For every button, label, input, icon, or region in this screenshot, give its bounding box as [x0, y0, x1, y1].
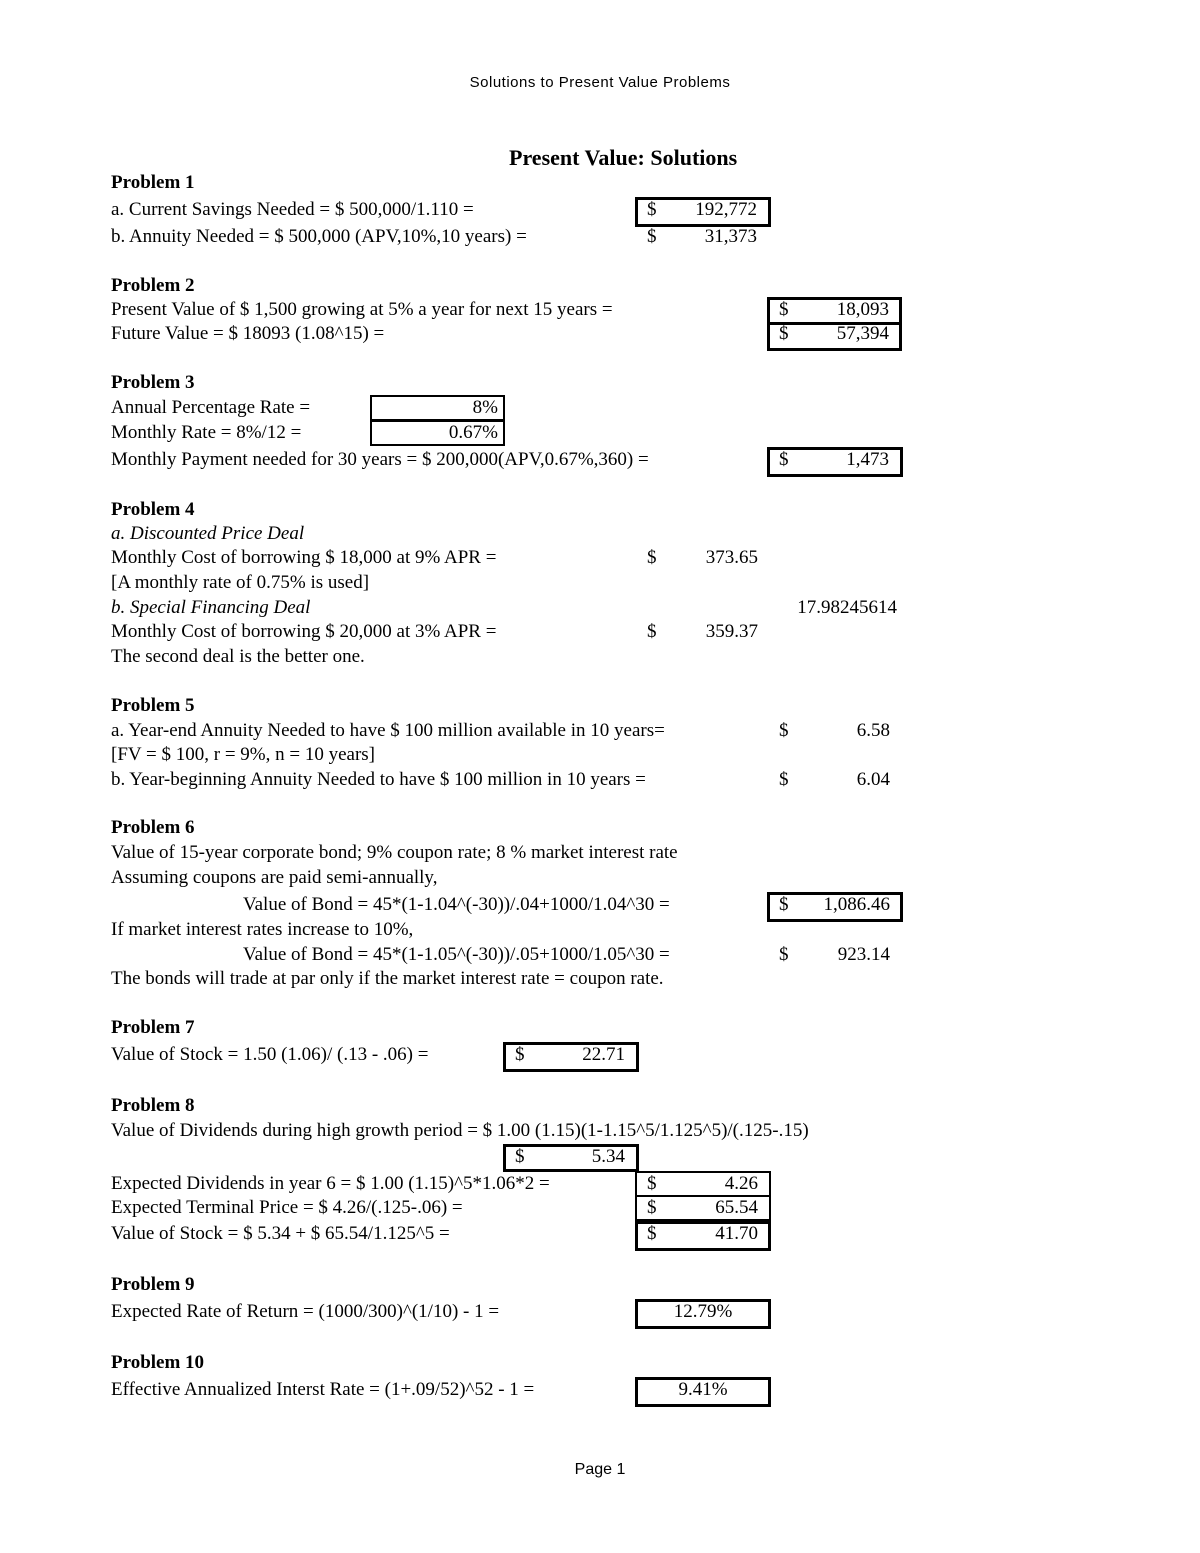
p6-v2-label: Value of Bond = 45*(1-1.05^(-30))/.05+1000/1.05^30 =	[243, 944, 670, 965]
page-title: Present Value: Solutions	[509, 145, 738, 170]
p1-b-value: 31,373	[704, 226, 757, 247]
p8-tp-label: Expected Terminal Price = $ 4.26/(.125-.06) =	[111, 1197, 463, 1218]
p3-mr-label: Monthly Rate = 8%/12 =	[111, 422, 302, 443]
p3-apr-label: Annual Percentage Rate =	[111, 397, 311, 418]
p4-a-label: Monthly Cost of borrowing $ 18,000 at 9% APR =	[111, 547, 497, 568]
p5-note: [FV = $ 100, r = 9%, n = 10 years]	[111, 744, 375, 765]
p8-vs-label: Value of Stock = $ 5.34 + $ 65.54/1.125^5 =	[111, 1223, 450, 1244]
p1-a-label: a. Current Savings Needed = $ 500,000/1.110 =	[111, 199, 474, 220]
currency-sign: $	[779, 894, 789, 915]
p5-b-value: 6.04	[856, 769, 890, 790]
problem-10-heading: Problem 10	[111, 1352, 205, 1373]
p8-ed-label: Expected Dividends in year 6 = $ 1.00 (1.15)^5*1.06*2 =	[111, 1173, 550, 1194]
p9-value: 12.79%	[673, 1301, 733, 1322]
problem-4-heading: Problem 4	[111, 499, 195, 520]
currency-sign: $	[647, 1173, 657, 1194]
currency-sign: $	[647, 226, 657, 247]
currency-sign: $	[779, 944, 789, 965]
p4-a-title: a. Discounted Price Deal	[111, 523, 305, 544]
p6-conclusion: The bonds will trade at par only if the market interest rate = coupon rate.	[111, 968, 664, 989]
p4-b-extra: 17.98245614	[797, 597, 897, 618]
p7-label: Value of Stock = 1.50 (1.06)/ (.13 - .06) =	[111, 1044, 429, 1065]
p6-line1: Value of 15-year corporate bond; 9% coupon rate; 8 % market interest rate	[111, 842, 678, 863]
p4-a-note: [A monthly rate of 0.75% is used]	[111, 572, 370, 593]
problem-2-heading: Problem 2	[111, 275, 195, 296]
p4-conclusion: The second deal is the better one.	[111, 646, 365, 667]
p6-v2-value: 923.14	[837, 944, 890, 965]
p6-line2: Assuming coupons are paid semi-annually,	[111, 867, 438, 888]
problem-9-heading: Problem 9	[111, 1274, 195, 1295]
currency-sign: $	[647, 1223, 657, 1244]
p5-a-value: 6.58	[856, 720, 890, 741]
p3-pay-label: Monthly Payment needed for 30 years = $ 200,000(APV,0.67%,360) =	[111, 449, 649, 470]
p8-div-label: Value of Dividends during high growth period = $ 1.00 (1.15)(1-1.15^5/1.125^5)/(.125-.15)	[111, 1120, 809, 1141]
currency-sign: $	[779, 299, 789, 320]
p8-div-value: 5.34	[591, 1146, 625, 1167]
page-footer: Page 1	[574, 1461, 626, 1478]
currency-sign: $	[779, 323, 789, 344]
p6-line3: If market interest rates increase to 10%,	[111, 919, 414, 940]
p4-a-value: 373.65	[705, 547, 758, 568]
currency-sign: $	[647, 621, 657, 642]
p2-pv-value: 18,093	[836, 299, 889, 320]
currency-sign: $	[779, 720, 789, 741]
p4-b-value: 359.37	[705, 621, 758, 642]
problem-8-heading: Problem 8	[111, 1095, 195, 1116]
p3-mr-value: 0.67%	[448, 422, 498, 443]
p4-b-label: Monthly Cost of borrowing $ 20,000 at 3% APR =	[111, 621, 497, 642]
p2-pv-label: Present Value of $ 1,500 growing at 5% a year for next 15 years =	[111, 299, 613, 320]
p10-value: 9.41%	[678, 1379, 728, 1400]
p1-b-label: b. Annuity Needed = $ 500,000 (APV,10%,10 years) =	[111, 226, 527, 247]
currency-sign: $	[779, 449, 789, 470]
currency-sign: $	[515, 1146, 525, 1167]
p7-value: 22.71	[582, 1044, 625, 1065]
p1-a-value: 192,772	[695, 199, 757, 220]
p10-label: Effective Annualized Interst Rate = (1+.09/52)^52 - 1 =	[111, 1379, 535, 1400]
problem-5-heading: Problem 5	[111, 695, 195, 716]
currency-sign: $	[647, 199, 657, 220]
p5-b-label: b. Year-beginning Annuity Needed to have $ 100 million in 10 years =	[111, 769, 646, 790]
p2-fv-label: Future Value = $ 18093 (1.08^15) =	[111, 323, 385, 344]
p8-vs-value: 41.70	[715, 1223, 758, 1244]
p6-v1-value: 1,086.46	[823, 894, 890, 915]
problem-7-heading: Problem 7	[111, 1017, 195, 1038]
currency-sign: $	[515, 1044, 525, 1065]
problem-1-heading: Problem 1	[111, 172, 195, 193]
problem-6-heading: Problem 6	[111, 817, 195, 838]
p3-pay-value: 1,473	[846, 449, 889, 470]
p6-v1-label: Value of Bond = 45*(1-1.04^(-30))/.04+1000/1.04^30 =	[243, 894, 670, 915]
currency-sign: $	[647, 1197, 657, 1218]
problem-3-heading: Problem 3	[111, 372, 195, 393]
p5-a-label: a. Year-end Annuity Needed to have $ 100 million available in 10 years=	[111, 720, 665, 741]
p4-b-title: b. Special Financing Deal	[111, 597, 311, 618]
p8-ed-value: 4.26	[724, 1173, 758, 1194]
p2-fv-value: 57,394	[836, 323, 889, 344]
p9-label: Expected Rate of Return = (1000/300)^(1/10) - 1 =	[111, 1301, 500, 1322]
page-header: Solutions to Present Value Problems	[469, 74, 731, 91]
p3-apr-value: 8%	[472, 397, 498, 418]
currency-sign: $	[647, 547, 657, 568]
currency-sign: $	[779, 769, 789, 790]
p8-tp-value: 65.54	[715, 1197, 758, 1218]
